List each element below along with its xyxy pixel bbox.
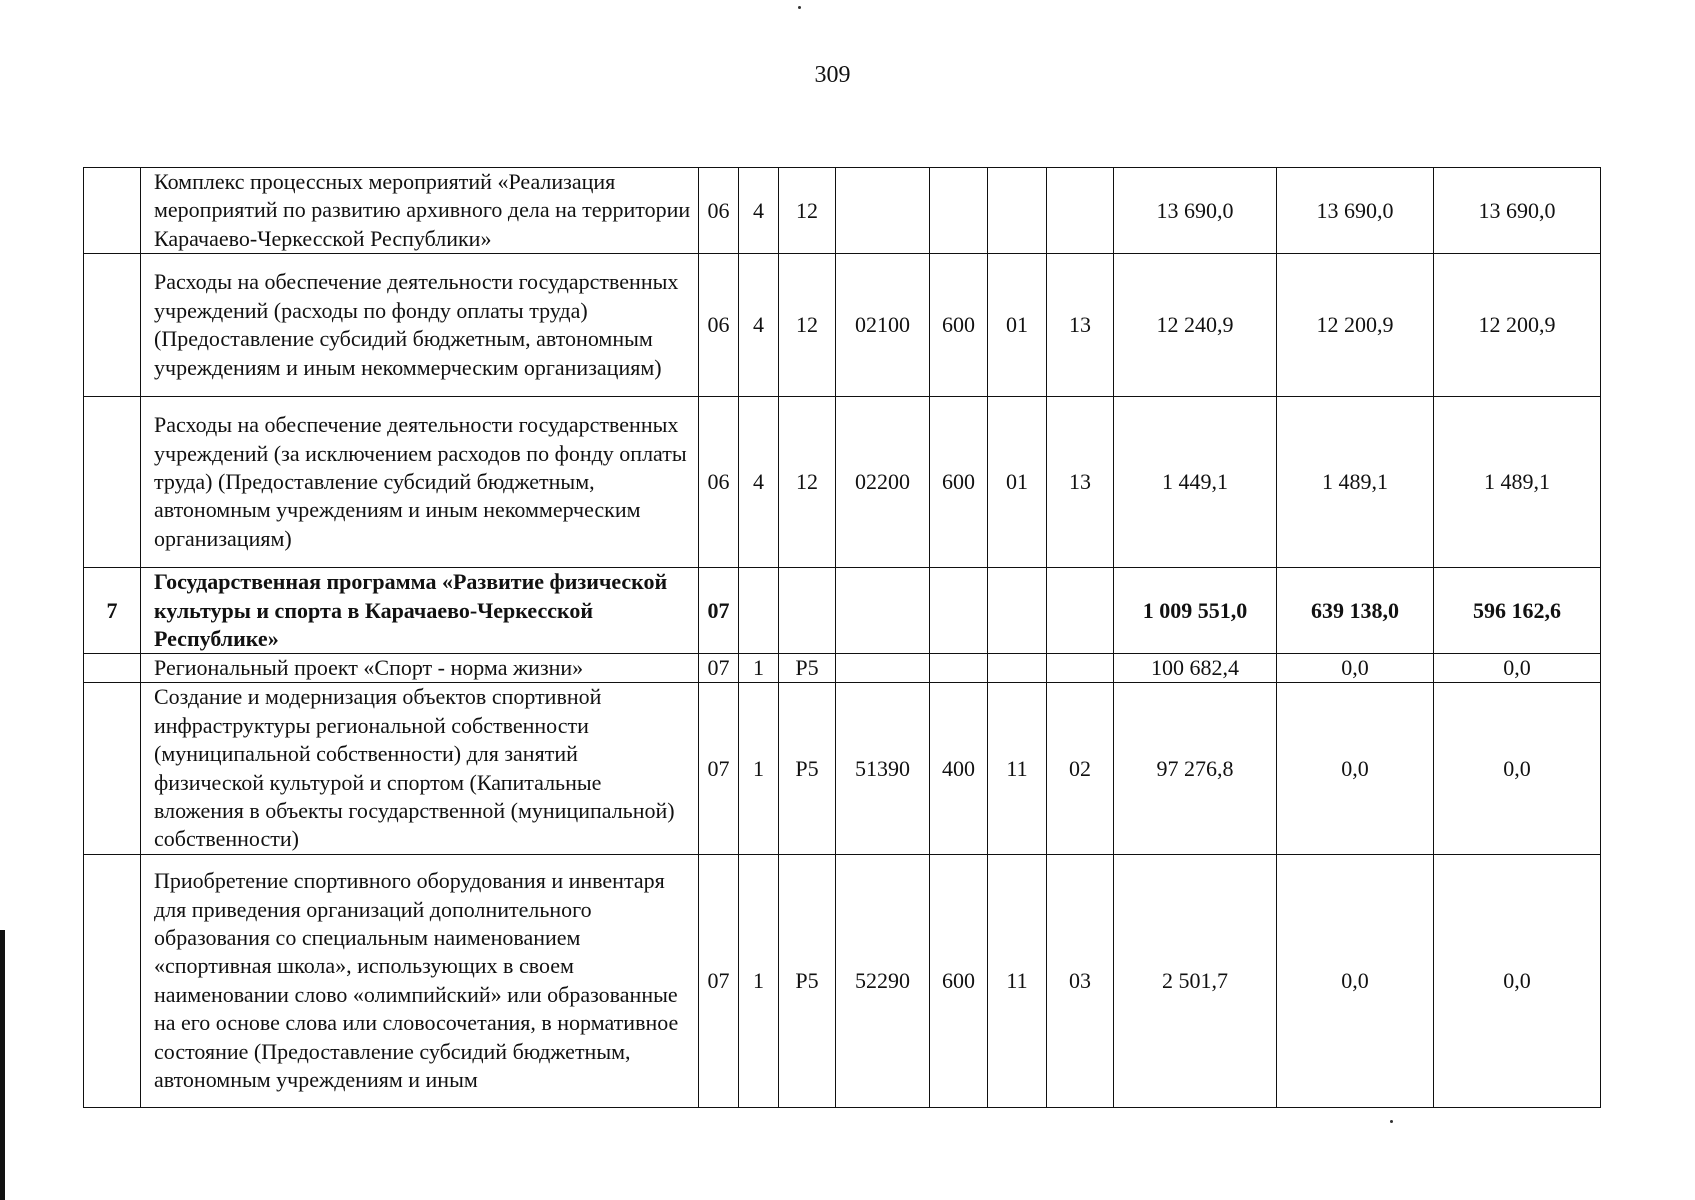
subprogram-code-cell: 12 bbox=[779, 397, 836, 568]
description-cell: Государственная программа «Развитие физической культуры и спорта в Карачаево-Черкесской Республике» bbox=[141, 568, 699, 654]
amount-year2-cell: 0,0 bbox=[1277, 654, 1434, 683]
amount-year2-cell: 0,0 bbox=[1277, 683, 1434, 854]
subprogram-code-cell: P5 bbox=[779, 683, 836, 854]
description-cell: Создание и модернизация объектов спортивной инфраструктуры региональной собственности (муниципальной собственности) для занятий физической культурой и спортом (Капитальные вложения в объекты государственной (муниципальной) собственности) bbox=[141, 683, 699, 854]
subsection-cell: 03 bbox=[1047, 854, 1114, 1107]
row-number-cell bbox=[84, 654, 141, 683]
program-code-cell: 1 bbox=[739, 854, 779, 1107]
program-code-cell: 1 bbox=[739, 654, 779, 683]
description-cell: Приобретение спортивного оборудования и инвентаря для приведения организаций дополнительного образования со специальным наименованием «спортивная школа», использующих в своем наименовании слово «олимпийский» или образованные на его основе слова или словосочетания, в нормативное состояние (Предоставление субсидий бюджетным, автономным учреждениям и иным bbox=[141, 854, 699, 1107]
ministry-code-cell: 06 bbox=[699, 168, 739, 254]
row-number-cell bbox=[84, 397, 141, 568]
subprogram-code-cell bbox=[779, 568, 836, 654]
subsection-cell bbox=[1047, 168, 1114, 254]
amount-year3-cell: 12 200,9 bbox=[1434, 254, 1601, 397]
section-cell bbox=[988, 168, 1047, 254]
target-article-cell: 52290 bbox=[836, 854, 930, 1107]
expense-type-cell: 600 bbox=[930, 854, 988, 1107]
amount-year2-cell: 0,0 bbox=[1277, 854, 1434, 1107]
subsection-cell bbox=[1047, 654, 1114, 683]
ministry-code-cell: 06 bbox=[699, 397, 739, 568]
expense-type-cell bbox=[930, 654, 988, 683]
ministry-code-cell: 07 bbox=[699, 568, 739, 654]
amount-year3-cell: 1 489,1 bbox=[1434, 397, 1601, 568]
amount-year1-cell: 13 690,0 bbox=[1114, 168, 1277, 254]
table-row bbox=[84, 654, 1601, 683]
amount-year1-cell: 2 501,7 bbox=[1114, 854, 1277, 1107]
ministry-code-cell: 07 bbox=[699, 854, 739, 1107]
amount-year1-cell: 1 009 551,0 bbox=[1114, 568, 1277, 654]
row-number-cell bbox=[84, 168, 141, 254]
subsection-cell: 02 bbox=[1047, 683, 1114, 854]
description-cell: Расходы на обеспечение деятельности государственных учреждений (за исключением расходов по фонду оплаты труда) (Предоставление субсидий бюджетным, автономным учреждениям и иным некоммерческим организациям) bbox=[141, 397, 699, 568]
ministry-code-cell: 06 bbox=[699, 254, 739, 397]
amount-year1-cell: 1 449,1 bbox=[1114, 397, 1277, 568]
row-number-cell bbox=[84, 683, 141, 854]
subsection-cell: 13 bbox=[1047, 397, 1114, 568]
amount-year2-cell: 12 200,9 bbox=[1277, 254, 1434, 397]
budget-table-body bbox=[84, 168, 1601, 1108]
subprogram-code-cell: P5 bbox=[779, 654, 836, 683]
program-code-cell: 4 bbox=[739, 397, 779, 568]
section-cell: 01 bbox=[988, 254, 1047, 397]
budget-table bbox=[83, 167, 1601, 1108]
amount-year3-cell: 13 690,0 bbox=[1434, 168, 1601, 254]
amount-year3-cell: 596 162,6 bbox=[1434, 568, 1601, 654]
section-cell bbox=[988, 654, 1047, 683]
ministry-code-cell: 07 bbox=[699, 683, 739, 854]
target-article-cell bbox=[836, 568, 930, 654]
amount-year2-cell: 639 138,0 bbox=[1277, 568, 1434, 654]
scan-speck bbox=[798, 6, 801, 9]
target-article-cell: 02100 bbox=[836, 254, 930, 397]
description-cell: Региональный проект «Спорт - норма жизни» bbox=[141, 654, 699, 683]
scan-edge-mark bbox=[0, 930, 5, 1200]
program-code-cell bbox=[739, 568, 779, 654]
target-article-cell: 02200 bbox=[836, 397, 930, 568]
row-number-cell: 7 bbox=[84, 568, 141, 654]
description-cell: Комплекс процессных мероприятий «Реализация мероприятий по развитию архивного дела на территории Карачаево-Черкесской Республики» bbox=[141, 168, 699, 254]
program-code-cell: 4 bbox=[739, 254, 779, 397]
amount-year2-cell: 13 690,0 bbox=[1277, 168, 1434, 254]
table-row bbox=[84, 568, 1601, 654]
table-row bbox=[84, 854, 1601, 1107]
amount-year3-cell: 0,0 bbox=[1434, 854, 1601, 1107]
table-row bbox=[84, 683, 1601, 854]
subprogram-code-cell: 12 bbox=[779, 254, 836, 397]
page-number: 309 bbox=[814, 62, 851, 88]
row-number-cell bbox=[84, 254, 141, 397]
expense-type-cell: 400 bbox=[930, 683, 988, 854]
section-cell: 11 bbox=[988, 683, 1047, 854]
scan-speck bbox=[1390, 1120, 1393, 1123]
row-number-cell bbox=[84, 854, 141, 1107]
expense-type-cell bbox=[930, 568, 988, 654]
program-code-cell: 4 bbox=[739, 168, 779, 254]
amount-year2-cell: 1 489,1 bbox=[1277, 397, 1434, 568]
subprogram-code-cell: 12 bbox=[779, 168, 836, 254]
amount-year3-cell: 0,0 bbox=[1434, 683, 1601, 854]
amount-year1-cell: 97 276,8 bbox=[1114, 683, 1277, 854]
description-cell: Расходы на обеспечение деятельности государственных учреждений (расходы по фонду оплаты труда) (Предоставление субсидий бюджетным, автономным учреждениям и иным некоммерческим организациям) bbox=[141, 254, 699, 397]
table-row bbox=[84, 254, 1601, 397]
subsection-cell: 13 bbox=[1047, 254, 1114, 397]
expense-type-cell: 600 bbox=[930, 397, 988, 568]
expense-type-cell bbox=[930, 168, 988, 254]
subprogram-code-cell: P5 bbox=[779, 854, 836, 1107]
amount-year1-cell: 100 682,4 bbox=[1114, 654, 1277, 683]
expense-type-cell: 600 bbox=[930, 254, 988, 397]
table-row bbox=[84, 168, 1601, 254]
target-article-cell bbox=[836, 654, 930, 683]
amount-year1-cell: 12 240,9 bbox=[1114, 254, 1277, 397]
section-cell bbox=[988, 568, 1047, 654]
section-cell: 11 bbox=[988, 854, 1047, 1107]
ministry-code-cell: 07 bbox=[699, 654, 739, 683]
subsection-cell bbox=[1047, 568, 1114, 654]
program-code-cell: 1 bbox=[739, 683, 779, 854]
section-cell: 01 bbox=[988, 397, 1047, 568]
table-row bbox=[84, 397, 1601, 568]
target-article-cell bbox=[836, 168, 930, 254]
target-article-cell: 51390 bbox=[836, 683, 930, 854]
amount-year3-cell: 0,0 bbox=[1434, 654, 1601, 683]
